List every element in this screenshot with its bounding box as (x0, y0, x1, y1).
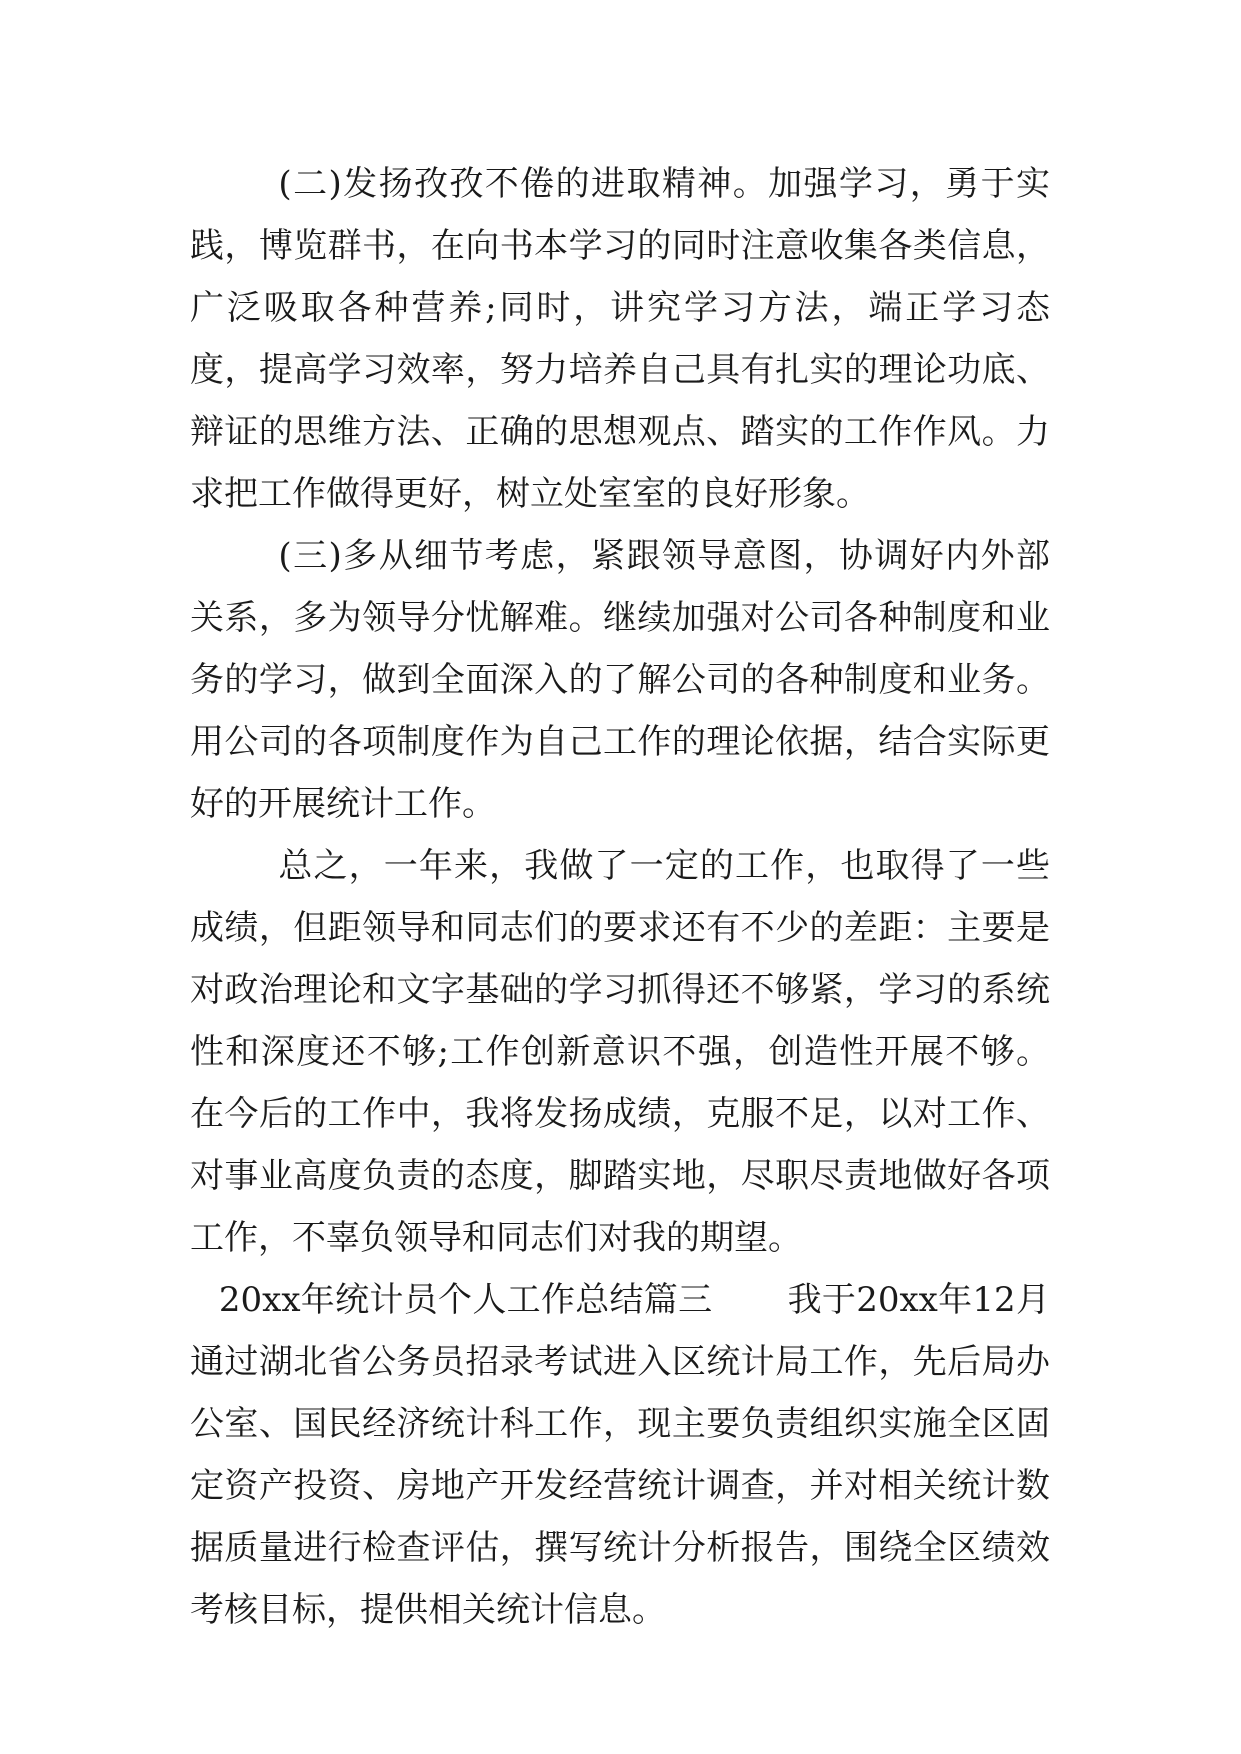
paragraph-two: (二)发扬孜孜不倦的进取精神。加强学习，勇于实践，博览群书，在向书本学习的同时注意收集各类信息，广泛吸取各种营养;同时，讲究学习方法，端正学习态度，提高学习效率，努力培养自己具有扎实的理论功底、辩证的思维方法、正确的思想观点、踏实的工作作风。力求把工作做得更好，树立处室室的良好形象。 (190, 164, 1050, 514)
section-heading: 20xx年统计员个人工作总结篇三 (218, 1280, 713, 1320)
paragraph-summary: 总之，一年来，我做了一定的工作，也取得了一些成绩，但距领导和同志们的要求还有不少的差距：主要是对政治理论和文字基础的学习抓得还不够紧，学习的系统性和深度还不够;工作创新意识不强，创造性开展不够。在今后的工作中，我将发扬成绩，克服不足，以对工作、对事业高度负责的态度，脚踏实地，尽职尽责地做好各项工作，不辜负领导和同志们对我的期望。 (190, 846, 1050, 1258)
section-three-paragraph (190, 1269, 1050, 1641)
paragraph-three: (三)多从细节考虑，紧跟领导意图，协调好内外部关系，多为领导分忧解难。继续加强对公司各种制度和业务的学习，做到全面深入的了解公司的各种制度和业务。用公司的各项制度作为自己工作的理论依据，结合实际更好的开展统计工作。 (190, 536, 1050, 824)
document-body (190, 153, 1050, 1641)
section-body-text: 我于20xx年12月通过湖北省公务员招录考试进入区统计局工作，先后局办公室、国民经济统计科工作，现主要负责组织实施全区固定资产投资、房地产开发经营统计调查，并对相关统计数据质量进行检查评估，撰写统计分析报告，围绕全区绩效考核目标，提供相关统计信息。 (190, 1280, 1050, 1630)
